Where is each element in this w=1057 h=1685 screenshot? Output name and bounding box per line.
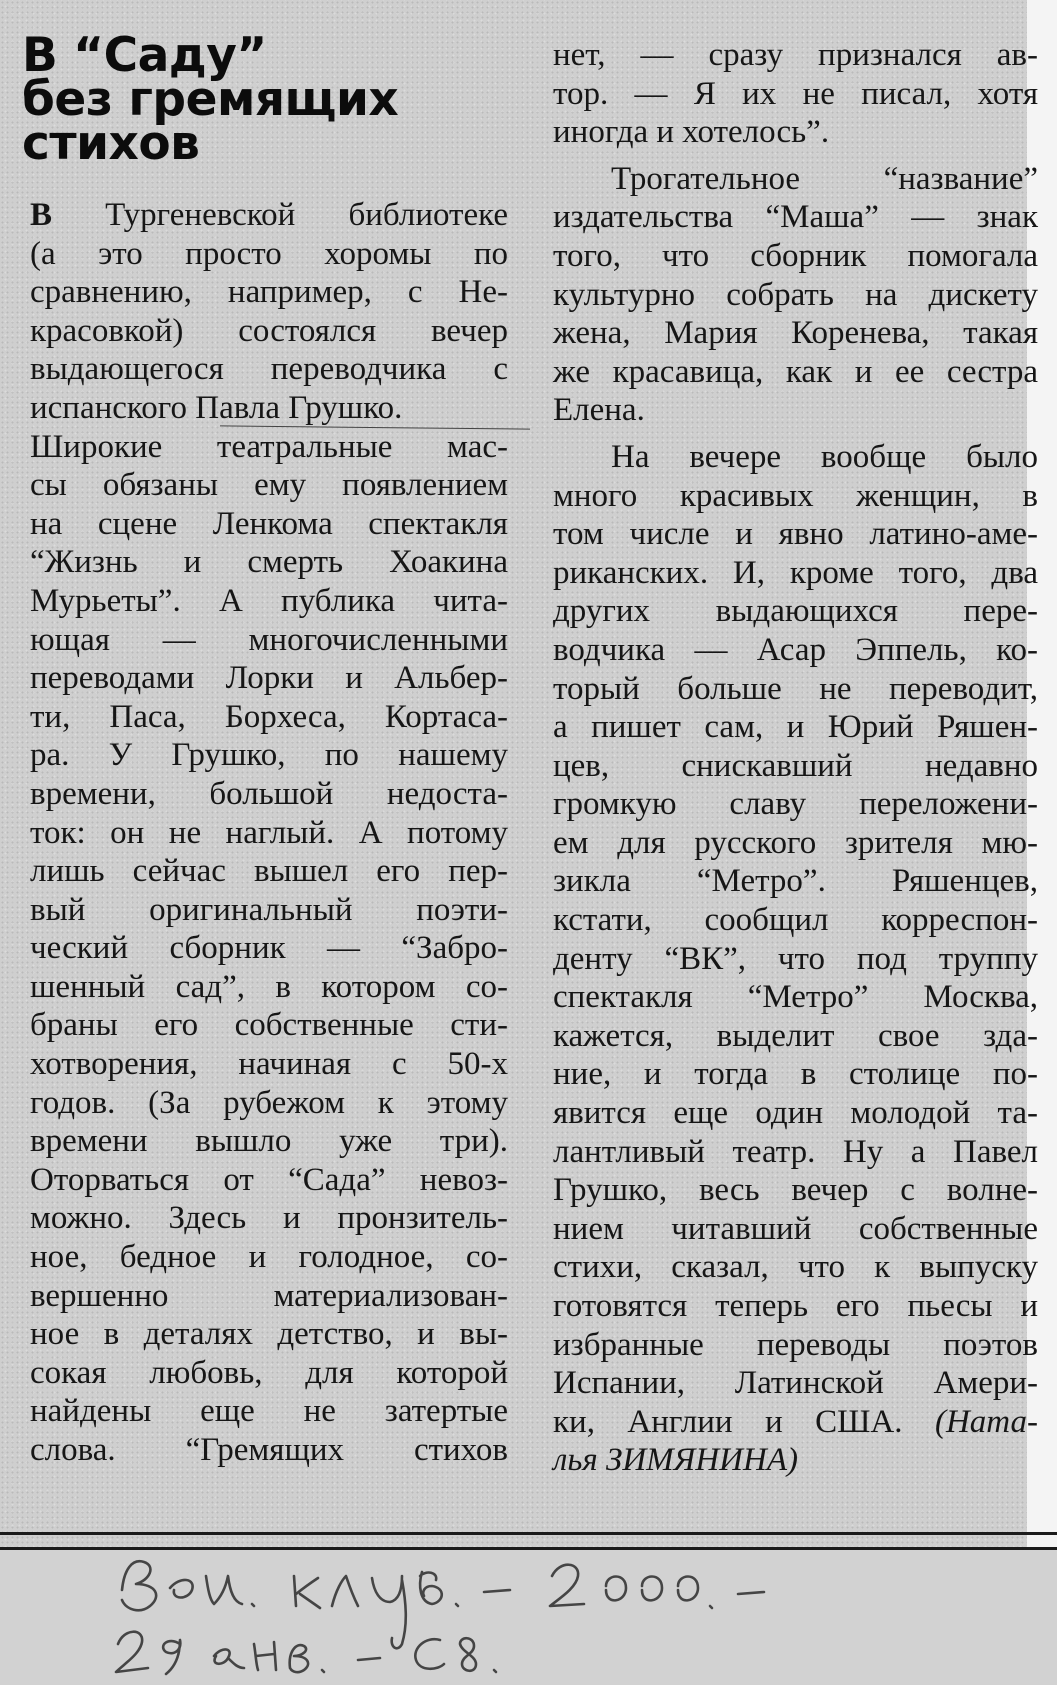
text-line: Мурьеты”. А публика чита- (30, 582, 508, 619)
text-line: тор. — Я их не писал, хотя (553, 75, 1038, 112)
text-line: спектакля “Метро” Москва, (553, 979, 1038, 1016)
text-line: выдающегося переводчика с (30, 351, 508, 388)
text-line: лишь сейчас вышел его пер- (30, 853, 508, 890)
text-line: годов. (За рубежом к этому (30, 1084, 508, 1121)
text-line: того, что сборник помогала (553, 237, 1038, 274)
text-line: Елена. (553, 392, 645, 429)
text-line: вершенно материализован- (30, 1277, 508, 1314)
text-line: Испании, Латинской Амери- (553, 1365, 1038, 1402)
text-line: ем для русского зрителя мю- (553, 824, 1038, 861)
text-line: много красивых женщин, в (553, 477, 1038, 514)
left-column (30, 196, 508, 1470)
text-line: ческий сборник — “Забро- (30, 930, 508, 967)
text-line: сы обязаны ему появлением (30, 467, 508, 504)
text-line: риканских. И, кроме того, два (553, 554, 1038, 591)
text-line: денту “ВК”, что под труппу (553, 940, 1038, 977)
text-line: браны его собственные сти- (30, 1007, 508, 1044)
text-line: Трогательное “название” (611, 160, 1038, 197)
headline-line: без гремящих (22, 72, 399, 127)
text-line: (а это просто хоромы по (30, 235, 508, 272)
divider-rule (0, 1532, 1057, 1535)
text-line: нием читавший собственные (553, 1210, 1038, 1247)
text-line: зикла “Метро”. Ряшенцев, (553, 863, 1038, 900)
headline (22, 28, 542, 171)
text-line: ющая — многочисленными (30, 621, 508, 658)
drop-cap: В (30, 197, 53, 233)
text-line: ток: он не наглый. А потому (30, 814, 508, 851)
text-line: ки, Англии и США. (Ната- (553, 1403, 1039, 1440)
text-line: можно. Здесь и пронзитель- (30, 1200, 508, 1237)
text-line: переводами Лорки и Альбер- (30, 660, 508, 697)
text-line: В Тургеневской библиотеке (30, 197, 508, 233)
text-line: ное в деталях детство, и вы- (30, 1316, 508, 1353)
text-line: готовятся теперь его пьесы и (553, 1288, 1038, 1324)
text-line: культурно собрать на дискету (553, 276, 1038, 313)
text-line: времени вышло уже три). (30, 1123, 508, 1160)
text-line: Грушко, весь вечер с волне- (553, 1172, 1038, 1209)
text-line: лантливый театр. Ну а Павел (553, 1133, 1038, 1170)
text-line: цев, снискавший недавно (553, 747, 1038, 784)
text-line: на сцене Ленкома спектакля (30, 505, 508, 542)
text-line: кстати, сообщил корреспон- (553, 902, 1038, 939)
text-line: явится еще один молодой та- (553, 1095, 1038, 1132)
text-line: найдены еще не затертые (30, 1393, 508, 1430)
text-line: сравнению, например, с Не- (30, 274, 508, 311)
text-line: торый больше не переводит, (553, 670, 1038, 707)
text-line: громкую славу переложени- (553, 786, 1038, 823)
text-line: времени, большой недоста- (30, 775, 508, 812)
text-line: ра. У Грушко, по нашему (30, 737, 508, 774)
text-line: шенный сад”, в котором со- (30, 968, 508, 1005)
handwritten-source-note (110, 1540, 830, 1680)
text-line: ние, и тогда в столице по- (553, 1056, 1038, 1093)
text-line: же красавица, как и ее сестра (553, 353, 1038, 390)
text-line: вый оригинальный поэти- (30, 891, 508, 928)
text-line: “Жизнь и смерть Хоакина (30, 544, 508, 581)
text-line: сокая любовь, для которой (30, 1354, 508, 1391)
text-line: На вечере вообще было (611, 438, 1038, 475)
headline-line: стихов (22, 116, 200, 171)
text-line: ное, бедное и голодное, со- (30, 1239, 508, 1276)
text-line: Оторваться от “Сада” невоз- (30, 1161, 508, 1198)
author-signature: (Ната- (934, 1403, 1039, 1440)
text-line: слова. “Гремящих стихов (30, 1432, 508, 1468)
text-line: избранные переводы поэтов (553, 1326, 1038, 1363)
text-line: стихи, сказал, что к выпуску (553, 1249, 1038, 1286)
right-column (553, 36, 1038, 1480)
text-line: других выдающихся пере- (553, 593, 1038, 630)
author-signature: лья ЗИМЯНИНА) (553, 1442, 798, 1479)
text-line: хотворения, начиная с 50-х (30, 1046, 508, 1083)
text-line: кажется, выделит свое зда- (553, 1017, 1038, 1054)
text-line: испанского Павла Грушко. (30, 389, 403, 426)
headline-line: В “Саду” (22, 28, 267, 83)
text-line: нет, — сразу признался ав- (553, 37, 1038, 73)
text-line: красовкой) состоялся вечер (30, 312, 508, 349)
text-line: водчика — Асар Эппель, ко- (553, 631, 1038, 668)
text-line: а пишет сам, и Юрий Ряшен- (553, 709, 1038, 746)
text-line: Широкие театральные мас- (30, 428, 508, 465)
text-line: издательства “Маша” — знак (553, 199, 1038, 236)
text-line: иногда и хотелось”. (553, 114, 830, 151)
text-line: жена, Мария Коренева, такая (553, 315, 1038, 352)
text-line: том числе и явно латино-аме- (553, 516, 1038, 553)
text-line: ти, Паса, Борхеса, Кортаса- (30, 698, 508, 735)
